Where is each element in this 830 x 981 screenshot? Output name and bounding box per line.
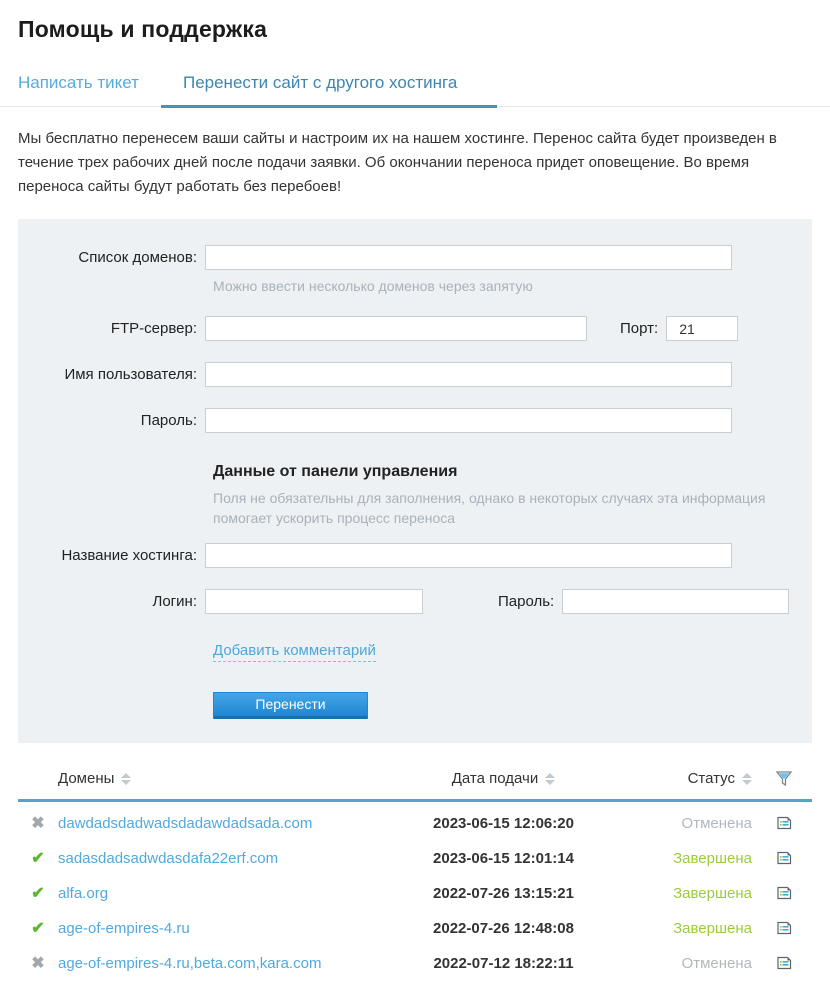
sort-status-icon[interactable] bbox=[742, 773, 752, 785]
sort-domains-icon[interactable] bbox=[121, 773, 131, 785]
password-input[interactable] bbox=[205, 408, 732, 433]
table-header-row bbox=[18, 769, 812, 802]
ftp-server-label: FTP-сервер: bbox=[110, 320, 197, 337]
check-icon: ✔ bbox=[31, 850, 45, 868]
username-row bbox=[18, 362, 812, 387]
submit-row bbox=[213, 692, 812, 719]
status-cell: Завершена bbox=[673, 884, 752, 902]
status-cell: Отменена bbox=[681, 814, 752, 832]
status-cell: Завершена bbox=[673, 919, 752, 937]
domains-hint: Можно ввести несколько доменов через запятую bbox=[213, 278, 533, 294]
check-icon: ✔ bbox=[31, 885, 45, 903]
date-cell: 2023-06-15 12:01:14 bbox=[433, 849, 574, 867]
add-comment-link[interactable]: Добавить комментарий bbox=[213, 642, 376, 662]
transfer-form bbox=[18, 219, 812, 743]
domain-cell bbox=[58, 815, 411, 832]
domains-header-label: Домены bbox=[58, 770, 115, 788]
table-row bbox=[18, 911, 812, 946]
table-row bbox=[18, 876, 812, 911]
transfer-requests-table bbox=[18, 769, 812, 981]
panel-credentials-row bbox=[18, 589, 812, 614]
cross-icon: ✖ bbox=[31, 815, 45, 833]
tab-bar bbox=[0, 67, 830, 107]
table-row bbox=[18, 806, 812, 841]
add-comment-row bbox=[213, 642, 812, 662]
panel-password-label: Пароль: bbox=[498, 592, 555, 610]
username-label: Имя пользователя: bbox=[64, 366, 197, 383]
panel-password-input[interactable] bbox=[562, 589, 789, 614]
table-body bbox=[18, 806, 812, 981]
password-label: Пароль: bbox=[140, 412, 197, 429]
port-label: Порт: bbox=[620, 320, 659, 337]
document-icon[interactable] bbox=[756, 920, 812, 936]
domain-cell bbox=[58, 850, 411, 867]
hosting-name-row bbox=[18, 543, 812, 568]
status-header-label: Статус bbox=[687, 770, 735, 788]
domain-link[interactable]: age-of-empires-4.ru bbox=[58, 919, 190, 937]
domains-input[interactable] bbox=[205, 245, 732, 270]
sort-date-icon[interactable] bbox=[545, 773, 555, 785]
panel-login-label: Логин: bbox=[152, 592, 197, 610]
ftp-server-input[interactable] bbox=[205, 316, 587, 341]
column-header-status[interactable] bbox=[596, 770, 756, 787]
funnel-filter-icon[interactable] bbox=[774, 769, 794, 789]
document-icon[interactable] bbox=[756, 850, 812, 866]
table-row bbox=[18, 841, 812, 876]
domain-link[interactable]: alfa.org bbox=[58, 884, 109, 902]
hosting-name-input[interactable] bbox=[205, 543, 732, 568]
port-input[interactable] bbox=[666, 316, 738, 341]
ftp-row bbox=[18, 316, 812, 341]
domain-link[interactable]: sadasdadsadwdasdafa22erf.com bbox=[58, 849, 279, 867]
domain-link[interactable]: age-of-empires-4.ru,beta.com,kara.com bbox=[58, 954, 322, 972]
domains-row bbox=[18, 245, 812, 270]
password-row bbox=[18, 408, 812, 433]
intro-text: Мы бесплатно перенесем ваши сайты и настроим их на нашем хостинге. Перенос сайта будет произведен в течение трех рабочих дней после подачи заявки. Об окончании переноса придет оповещение. Во время переноса сайты будут работать без перебоев! bbox=[18, 130, 777, 195]
status-cell: Завершена bbox=[673, 849, 752, 867]
transfer-submit-button[interactable]: Перенести bbox=[213, 692, 368, 719]
hosting-name-label: Название хостинга: bbox=[61, 546, 197, 564]
page-title: Помощь и поддержка bbox=[18, 16, 268, 42]
column-header-date[interactable] bbox=[411, 770, 596, 787]
domains-label: Список доменов: bbox=[78, 249, 197, 266]
tab-write-ticket[interactable]: Написать тикет bbox=[18, 73, 139, 92]
document-icon[interactable] bbox=[756, 955, 812, 971]
date-cell: 2023-06-15 12:06:20 bbox=[433, 814, 574, 832]
control-panel-section-title: Данные от панели управления bbox=[213, 463, 458, 480]
column-header-domains[interactable] bbox=[58, 770, 411, 787]
domain-link[interactable]: dawdadsdadwadsdadawdadsada.com bbox=[58, 814, 313, 832]
date-cell: 2022-07-26 12:48:08 bbox=[433, 919, 574, 937]
panel-login-input[interactable] bbox=[205, 589, 423, 614]
tab-transfer-site[interactable]: Перенести сайт с другого хостинга bbox=[161, 67, 497, 108]
filter-cell bbox=[756, 769, 812, 789]
date-cell: 2022-07-12 18:22:11 bbox=[433, 954, 574, 972]
table-row bbox=[18, 946, 812, 981]
control-panel-section-hint: Поля не обязательны для заполнения, однако в некоторых случаях эта информация помогает ускорить процесс переноса bbox=[213, 490, 766, 527]
check-icon: ✔ bbox=[31, 920, 45, 938]
date-header-label: Дата подачи bbox=[451, 770, 539, 788]
document-icon[interactable] bbox=[756, 885, 812, 901]
document-icon[interactable] bbox=[756, 815, 812, 831]
domain-cell bbox=[58, 920, 411, 937]
domain-cell bbox=[58, 955, 411, 972]
domain-cell bbox=[58, 885, 411, 902]
username-input[interactable] bbox=[205, 362, 732, 387]
date-cell: 2022-07-26 13:15:21 bbox=[433, 884, 574, 902]
cross-icon: ✖ bbox=[31, 955, 45, 973]
status-cell: Отменена bbox=[681, 954, 752, 972]
